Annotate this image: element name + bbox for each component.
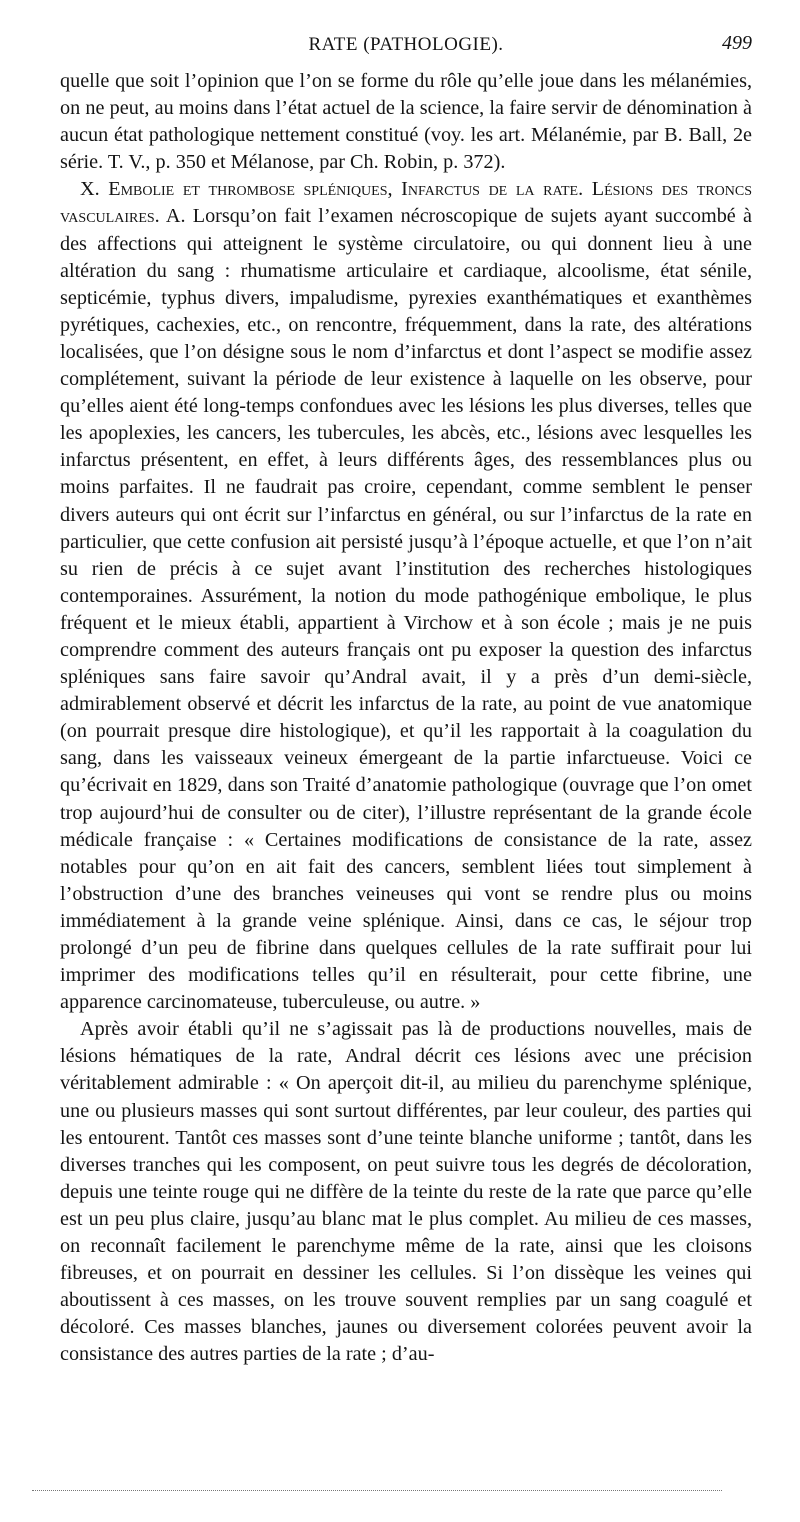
paragraph: quelle que soit l’opinion que l’on se forme du rôle qu’elle joue dans les mélanémies, on ne peut, au moins dans l’état actuel de la science, la faire servir de dénomination à aucun état pathologique nettement constitué (voy. les art. Mélanémie, par B. Ball, 2e série. T. V., p. 350 et Mélanose, par Ch. Robin, p. 372).: [60, 70, 752, 174]
paragraph-text: A. Lorsqu’on fait l’examen nécroscopique de sujets ayant succombé à des affections qui atteignent le système circulatoire, ou qui donnent lieu à une altération du sang : rhumatisme articulaire et cardiaque, alcoolisme, état sénile, septicémie, typhus divers, impaludisme, pyrexies exanthématiques et exanthèmes pyrétiques, cachexies, etc., on rencontre, fréquemment, dans la rate, des altérations localisées, que l’on désigne sous le nom d’infarctus et dont l’aspect se modifie assez complétement, suivant la période de leur existence à laquelle on les observe, pour qu’elles aient été long-temps confondues avec les lésions les plus diverses, telles que les apoplexies, les cancers, les tubercules, les abcès, etc., lésions avec lesquelles les infarctus présentent, en effet, à leurs différents âges, des ressemblances plus ou moins parfaites. Il ne faudrait pas croire, cependant, comme semblent le penser divers auteurs qui ont écrit sur l’infarctus en général, ou sur l’infarctus de la rate en particulier, que cette confusion ait persisté jusqu’à l’époque actuelle, et que l’on n’ait su rien de précis à ce sujet avant l’institution des recherches histologiques contemporaines. Assurément, la notion du mode pathogénique embolique, le plus fréquent et le mieux établi, appartient à Virchow et à son école ; mais je ne puis comprendre comment des auteurs français ont pu exposer la question des infarctus spléniques sans faire savoir qu’Andral avait, il y a près d’un demi-siècle, admirablement observé et décrit les infarctus de la rate, au point de vue anatomique (on pourrait presque dire histologique), et qu’il les rapportait à la coagulation du sang, dans les vaisseaux veineux émergeant de la partie infarctueuse. Voici ce qu’écrivait en 1829, dans son Traité d’anatomie pathologique (ouvrage que l’on omet trop aujourd’hui de consulter ou de citer), l’illustre représentant de la grande école médicale française : « Certaines modifications de consistance de la rate, assez notables pour qu’on en ait fait des cancers, semblent liées tout simplement à l’obstruction d’une des branches veineuses qui vont se rendre plus ou moins immédiatement à la grande veine splénique. Ainsi, dans ce cas, le séjour trop prolongé d’un peu de fibrine dans quelques cellules de la rate suffirait pour lui imprimer des modifications telles qu’il en résulterait, pour cette fibrine, une apparence carcinomateuse, tuberculeuse, ou autre. »: [60, 205, 752, 1014]
page-number: 499: [722, 32, 752, 54]
section-heading: X. Embolie et thrombose spléniques, Infarctus de la rate. Lésions des troncs vasculaires.: [60, 178, 752, 228]
paragraph: [60, 176, 752, 1016]
body-text: [60, 68, 752, 1369]
paragraph: Après avoir établi qu’il ne s’agissait pas là de productions nouvelles, mais de lésions hématiques de la rate, Andral décrit ces lésions avec une précision véritablement admirable : « On aperçoit dit-il, au milieu du parenchyme splénique, une ou plusieurs masses qui sont surtout différentes, par leur couleur, des parties qui les entourent. Tantôt ces masses sont d’une teinte blanche uniforme ; tantôt, dans les diverses tranches qui les composent, on peut suivre tous les degrés de décoloration, depuis une teinte rouge qui ne diffère de la teinte du reste de la rate que parce qu’elle est un peu plus claire, jusqu’au blanc mat le plus complet. Au milieu de ces masses, on reconnaît facilement le parenchyme même de la rate, ainsi que les cloisons fibreuses, et on pourrait en dessiner les cellules. Si l’on dissèque les veines qui aboutissent à ces masses, on les trouve souvent remplies par un sang coagulé et décoloré. Ces masses blanches, jaunes ou diversement colorées peuvent avoir la consistance des autres parties de la rate ; d’au-: [60, 1018, 752, 1366]
footer-divider: [32, 1490, 722, 1491]
running-title: RATE (PATHOLOGIE).: [308, 34, 504, 55]
running-header: [60, 32, 752, 60]
